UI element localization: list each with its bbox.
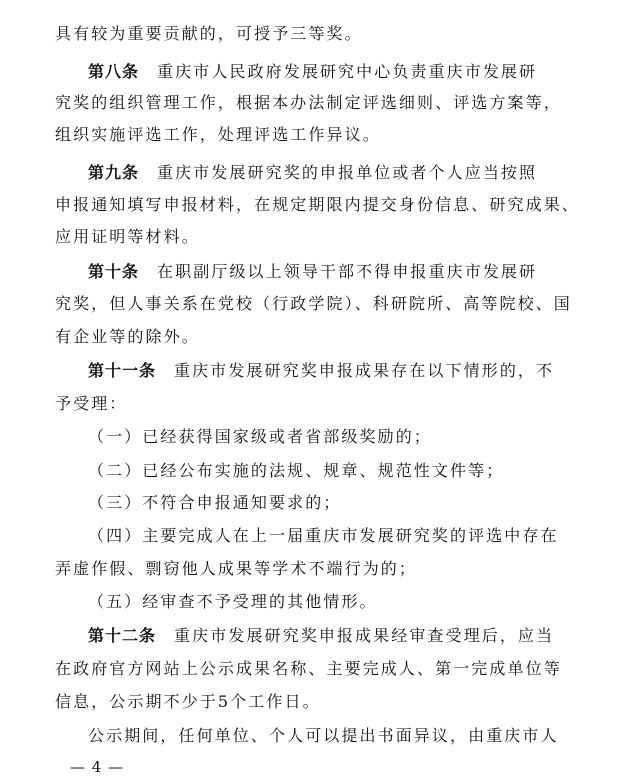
line-text: 究奖的组织管理工作，根据本办法制定评选细则、评选方案等， (55, 93, 562, 112)
text-line (55, 393, 127, 415)
line-text: 公示期间，任何单位、个人可以提出书面异议，由重庆市人 (88, 726, 559, 745)
line-text: （四）主要完成人在上一届重庆市发展研究奖的评选中存在 (88, 526, 559, 545)
article-10-heading-line (88, 261, 537, 283)
text-line (88, 725, 559, 747)
line-text: （五）经审查不予受理的其他情形。 (88, 592, 378, 611)
text-line (55, 194, 580, 216)
line-text: 应用证明等材料。 (55, 227, 200, 246)
article-8-heading-line (88, 61, 537, 83)
line-text: 组织实施评选工作，处理评选工作异议。 (55, 125, 381, 144)
article-label: 第十二条 (88, 626, 157, 645)
text-line (55, 23, 363, 45)
list-item (88, 591, 378, 613)
line-text: 在政府官方网站上公示成果名称、主要完成人、第一完成单位等 (55, 659, 562, 678)
article-label: 第九条 (88, 163, 140, 182)
line-text: （一）已经获得国家级或者省部级奖励的； (88, 427, 432, 446)
article-label: 第八条 (88, 62, 140, 81)
line-text: 重庆市发展研究奖的申报单位或者个人应当按照 (157, 163, 538, 182)
line-text: 予受理： (55, 394, 128, 413)
article-label: 第十一条 (88, 361, 157, 380)
line-text: （三）不符合申报通知要求的； (88, 493, 342, 512)
line-text: 重庆市发展研究奖申报成果经审查受理后，应当 (174, 626, 555, 645)
text-line (55, 293, 572, 315)
text-line (55, 658, 562, 680)
line-text: （二）已经公布实施的法规、规章、规范性文件等； (88, 461, 505, 480)
article-label: 第十条 (88, 262, 140, 281)
text-line (55, 558, 417, 580)
line-text: 申报通知填写申报材料，在规定期限内提交身份信息、研究成果、 (55, 195, 580, 214)
text-line (55, 92, 562, 114)
list-item (88, 426, 432, 448)
text-line (55, 326, 200, 348)
line-text: 具有较为重要贡献的，可授予三等奖。 (55, 24, 363, 43)
article-11-heading-line (88, 360, 554, 382)
text-line (55, 226, 200, 248)
list-item (88, 460, 504, 482)
line-text: 有企业等的除外。 (55, 327, 200, 346)
list-item (88, 492, 341, 514)
page-number: — 4 — (70, 758, 125, 776)
text-line (55, 124, 381, 146)
article-9-heading-line (88, 162, 537, 184)
text-line (55, 691, 321, 713)
line-text: 弄虚作假、剽窃他人成果等学术不端行为的； (55, 559, 418, 578)
line-text: 重庆市发展研究奖申报成果存在以下情形的，不 (174, 361, 555, 380)
article-12-heading-line (88, 625, 554, 647)
line-text: 信息，公示期不少于5个工作日。 (55, 692, 321, 711)
list-item (88, 525, 559, 547)
line-text: 究奖，但人事关系在党校（行政学院）、科研院所、高等院校、国 (55, 294, 572, 313)
line-text: 重庆市人民政府发展研究中心负责重庆市发展研 (157, 62, 538, 81)
line-text: 在职副厅级以上领导干部不得申报重庆市发展研 (157, 262, 538, 281)
